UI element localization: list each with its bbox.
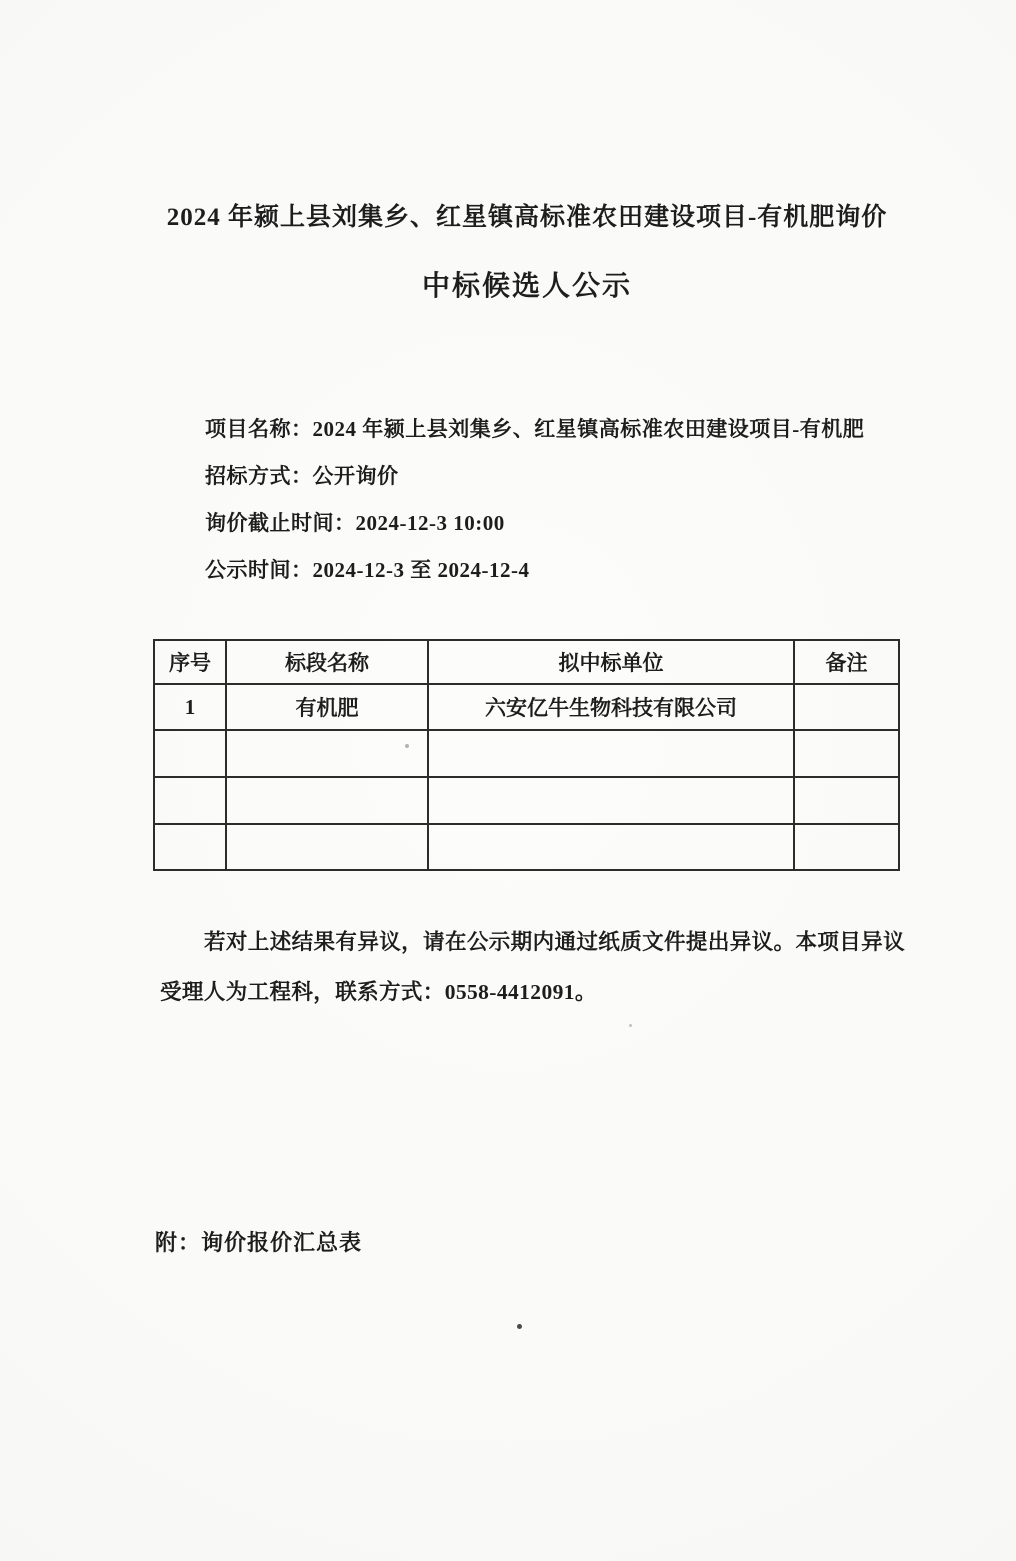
inquiry-deadline-line: 询价截止时间：2024-12-3 10:00 [205,511,505,535]
table-row [154,824,899,870]
scan-speck [405,744,409,748]
table-row [154,684,899,730]
page-title-line2: 中标候选人公示 [421,271,632,302]
cell-lot: 有机肥 [226,684,428,730]
column-header-remark: 备注 [794,640,899,684]
cell-lot [226,777,428,824]
cell-seq [154,824,226,870]
cell-winner: 六安亿牛生物科技有限公司 [428,684,794,730]
publicity-period-line: 公示时间：2024-12-3 至 2024-12-4 [205,558,530,582]
cell-lot [226,824,428,870]
attachment-note: 附：询价报价汇总表 [155,1230,363,1255]
bid-method-line: 招标方式：公开询价 [205,464,399,488]
cell-seq [154,777,226,824]
column-header-seq: 序号 [154,640,226,684]
cell-seq: 1 [154,684,226,730]
scan-speck [517,1324,522,1329]
cell-seq [154,730,226,777]
scan-speck [629,1024,632,1027]
column-header-winner: 拟中标单位 [428,640,794,684]
document-title [38,200,1016,305]
column-header-lot: 标段名称 [226,640,428,684]
cell-remark [794,730,899,777]
project-name-line: 项目名称：2024 年颍上县刘集乡、红星镇高标准农田建设项目-有机肥 [205,417,865,441]
objection-notice: 若对上述结果有异议，请在公示期内通过纸质文件提出异议。本项目异议受理人为工程科，联系方式：0558-4412091。 [160,930,905,1004]
table-row [154,730,899,777]
table-row [154,777,899,824]
cell-remark [794,684,899,730]
cell-winner [428,824,794,870]
cell-winner [428,730,794,777]
table-header-row [154,640,899,684]
cell-winner [428,777,794,824]
cell-lot [226,730,428,777]
cell-remark [794,777,899,824]
project-info [160,406,920,594]
cell-remark [794,824,899,870]
bid-result-table [153,639,900,871]
page-title-line1: 2024 年颍上县刘集乡、红星镇高标准农田建设项目-有机肥询价 [166,204,888,231]
